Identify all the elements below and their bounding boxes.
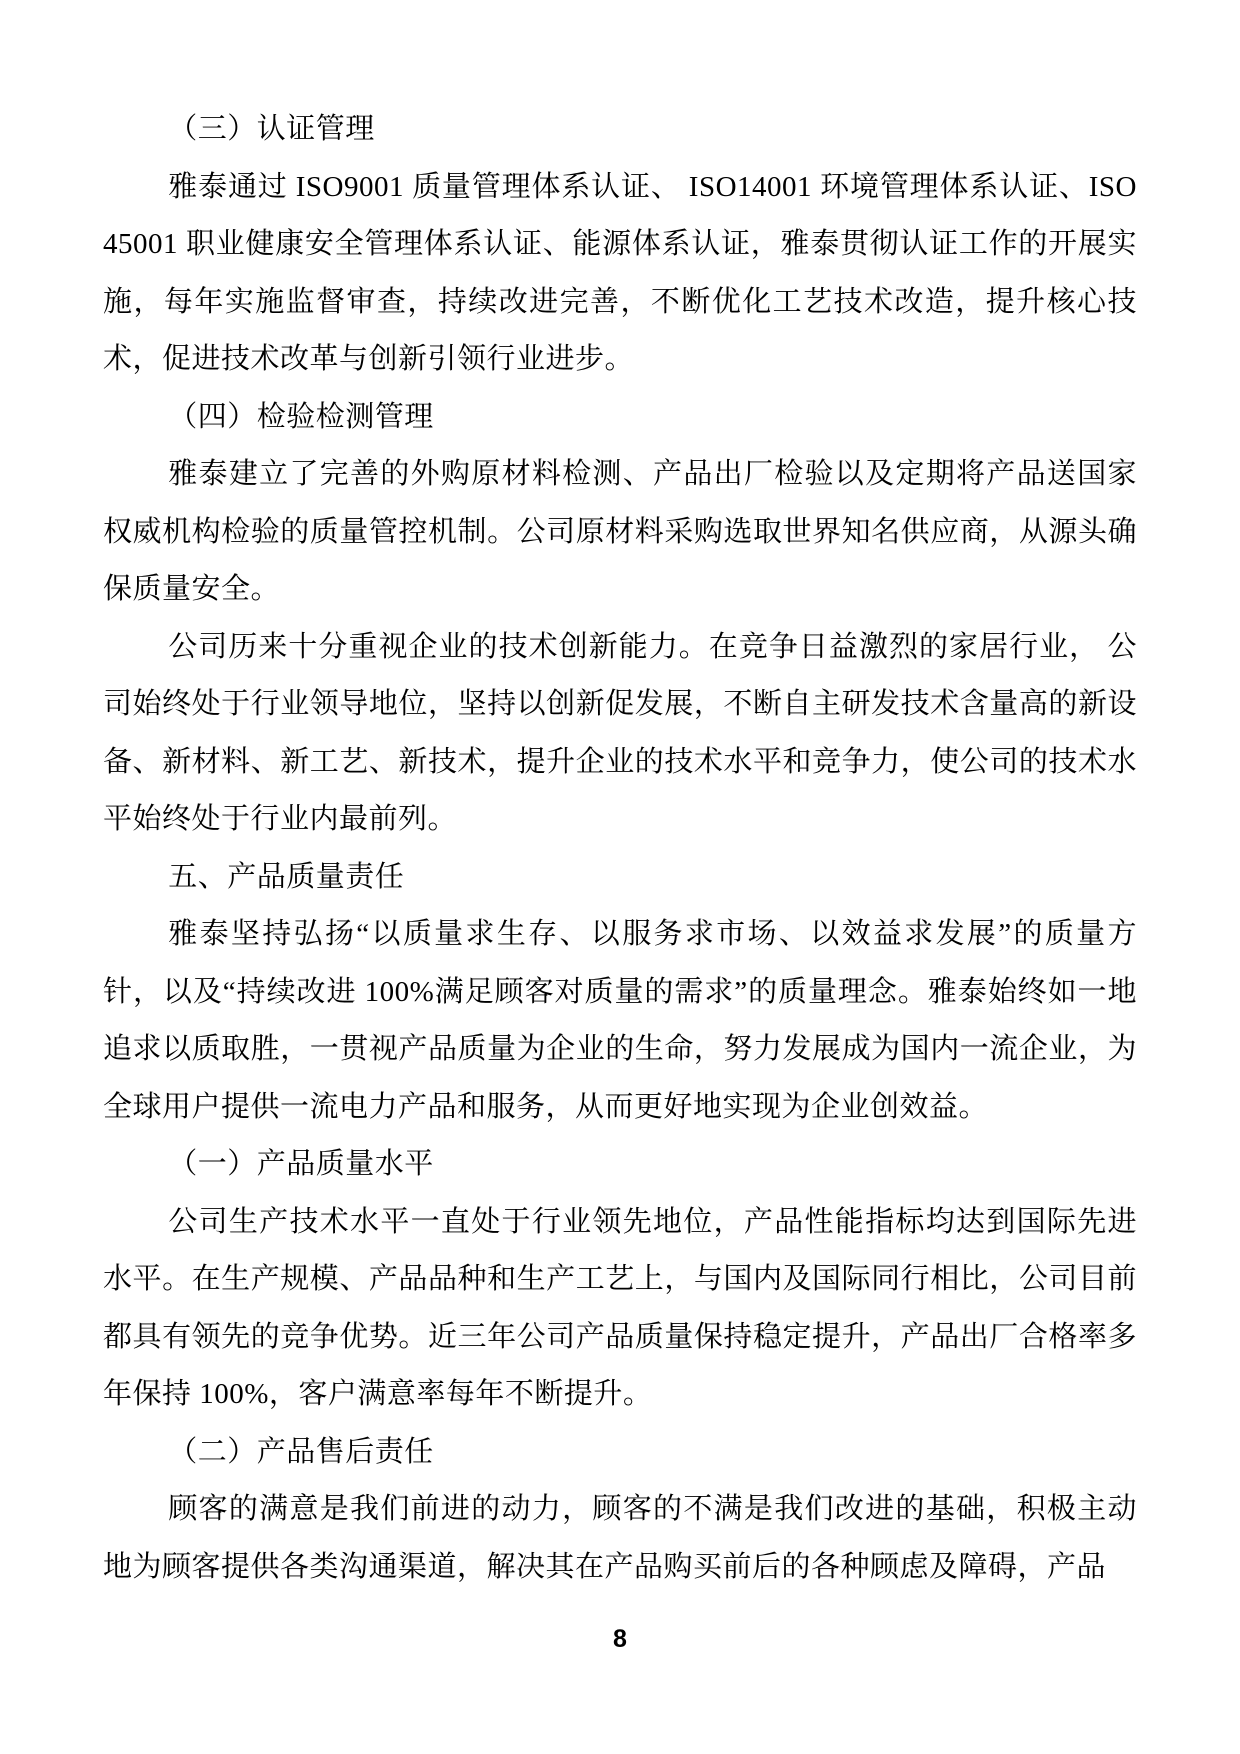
paragraph: 公司生产技术水平一直处于行业领先地位，产品性能指标均达到国际先进水平。在生产规模、产品品种和生产工艺上，与国内及国际同行相比，公司目前都具有领先的竞争优势。近三年公司产品质量保持稳定提升，产品出厂合格率多年保持 100%，客户满意率每年不断提升。 xyxy=(103,1205,1137,1410)
paragraph: 公司历来十分重视企业的技术创新能力。在竞争日益激烈的家居行业， 公司始终处于行业领导地位，坚持以创新促发展，不断自主研发技术含量高的新设备、新材料、新工艺、新技术，提升企业的技术水平和竞争力，使公司的技术水平始终处于行业内最前列。 xyxy=(103,630,1137,835)
page-number: 8 xyxy=(613,1625,627,1653)
paragraph: 雅泰建立了完善的外购原材料检测、产品出厂检验以及定期将产品送国家权威机构检验的质量管控机制。公司原材料采购选取世界知名供应商，从源头确保质量安全。 xyxy=(103,458,1137,605)
subsection-heading: （二）产品售后责任 xyxy=(168,1435,434,1468)
paragraph: 顾客的满意是我们前进的动力，顾客的不满是我们改进的基础，积极主动地为顾客提供各类沟通渠道，解决其在产品购买前后的各种顾虑及障碍，产品 xyxy=(103,1493,1137,1583)
section-heading: 五、产品质量责任 xyxy=(168,860,405,893)
document-body xyxy=(103,101,1137,1596)
paragraph: 雅泰通过 ISO9001 质量管理体系认证、 ISO14001 环境管理体系认证、ISO45001 职业健康安全管理体系认证、能源体系认证，雅泰贯彻认证工作的开展实施，每年实施监督审查，持续改进完善，不断优化工艺技术改造，提升核心技术，促进技术改革与创新引领行业进步。 xyxy=(103,170,1137,375)
subsection-heading: （三）认证管理 xyxy=(168,113,375,145)
subsection-heading: （一）产品质量水平 xyxy=(168,1148,434,1180)
subsection-heading: （四）检验检测管理 xyxy=(168,400,434,433)
paragraph: 雅泰坚持弘扬“以质量求生存、以服务求市场、以效益求发展”的质量方针，以及“持续改进 100%满足顾客对质量的需求”的质量理念。雅泰始终如一地追求以质取胜，一贯视产品质量为企业的生命，努力发展成为国内一流企业，为全球用户提供一流电力产品和服务，从而更好地实现为企业创效益。 xyxy=(103,918,1137,1123)
